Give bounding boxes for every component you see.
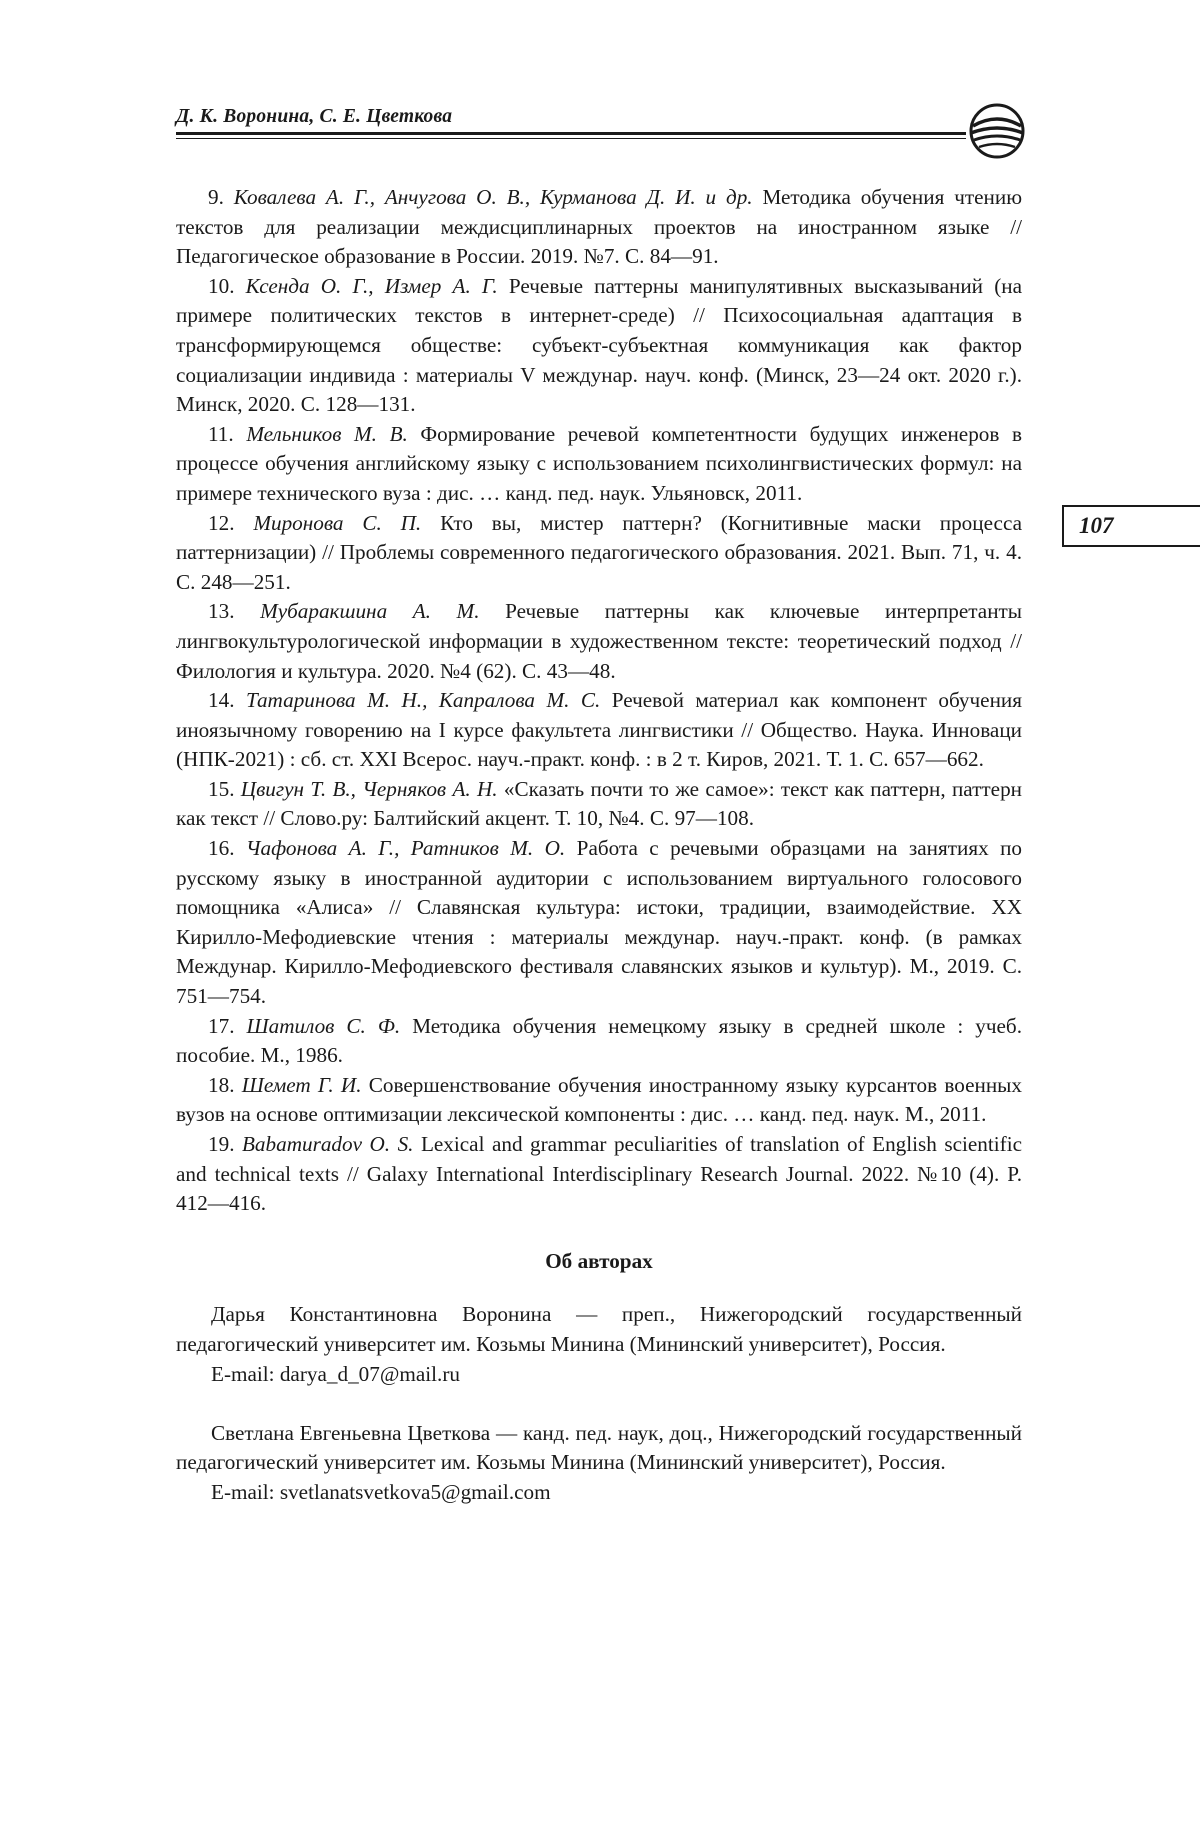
reference-authors: Татаринова М. Н., Капралова М. С. (245, 688, 601, 713)
reference-number: 13. (208, 599, 235, 624)
reference-text: Методика обучения немецкому языку в средней школе : учеб. пособие. М., 1986. (176, 1013, 1023, 1068)
reference-item (176, 183, 1022, 272)
reference-item (176, 509, 1022, 598)
reference-item (176, 597, 1022, 686)
reference-text: Формирование речевой компетентности будущих инженеров в процессе обучения английскому языку с использованием психолингвистических формул: на примере технического вуза : дис. … канд. пед. наук. Ульяновск, 2011. (176, 421, 1023, 505)
reference-text: «Сказать почти то же самое»: текст как паттерн, паттерн как текст // Слово.ру: Балтийский акцент. Т. 10, №4. С. 97—108. (176, 776, 1023, 831)
reference-number: 15. (208, 776, 235, 801)
reference-number: 16. (208, 836, 235, 861)
reference-item (176, 775, 1022, 834)
running-header (176, 100, 1026, 150)
reference-authors: Чафонова А. Г., Ратников М. О. (245, 836, 566, 861)
reference-number: 11. (208, 421, 234, 446)
author-info (176, 1300, 1022, 1389)
reference-number: 18. (208, 1072, 235, 1097)
reference-number: 9. (208, 185, 224, 209)
reference-text: Lexical and grammar peculiarities of translation of English scientific and technical texts // Galaxy International Interdisciplinary Research Journal. 2022. №10 (4). P. 412—416. (176, 1132, 1023, 1216)
reference-text: Кто вы, мистер паттерн? (Когнитивные маски процесса паттернизации) // Проблемы современного педагогического образования. 2021. Вып. 71, ч. 4. С. 248—251. (176, 510, 1023, 594)
author-email[interactable]: E-mail: svetlanatsvetkova5@gmail.com (211, 1479, 551, 1504)
reference-text: Речевой материал как компонент обучения иноязычному говорению на I курсе факультета лингвистики // Общество. Наука. Инноваци (НПК-2021) : сб. ст. XXI Всерос. науч.-практ. конф. : в 2 т. Киров, 2021. Т. 1. С. 657—662. (176, 688, 1023, 772)
author-description: Светлана Евгеньевна Цветкова — канд. пед. наук, доц., Нижегородский государственный педагогический университет им. Козьмы Минина (Мининский университет), Россия. (176, 1420, 1022, 1475)
reference-item (176, 686, 1022, 775)
reference-authors: Ксенда О. Г., Измер А. Г. (245, 273, 498, 298)
reference-authors: Миронова С. П. (253, 510, 422, 535)
header-rule-thin (176, 138, 966, 139)
reference-number: 10. (208, 273, 235, 298)
journal-wave-logo-icon (968, 102, 1026, 160)
reference-number: 17. (208, 1013, 235, 1038)
page-number-box (1062, 505, 1200, 547)
author-info (176, 1419, 1022, 1508)
reference-text: Совершенствование обучения иностранному языку курсантов военных вузов на основе оптимизации лексической компоненты : дис. … канд. пед. наук. М., 2011. (176, 1072, 1023, 1127)
reference-number: 12. (208, 510, 235, 535)
reference-authors: Шатилов С. Ф. (246, 1013, 401, 1038)
reference-list (176, 183, 1022, 1219)
reference-text: Речевые паттерны манипулятивных высказываний (на примере политических текстов в интернет-среде) // Психосоциальная адаптация в трансформирующемся обществе: субъект-субъектная коммуникация как фактор социализации индивида : материалы V междунар. науч. конф. (Минск, 23—24 окт. 2020 г.). Минск, 2020. С. 128—131. (176, 273, 1022, 417)
reference-text: Методика обучения чтению текстов для реализации междисциплинарных проектов на иностранном языке // Педагогическое образование в России. 2019. №7. С. 84—91. (176, 185, 1023, 269)
author-email[interactable]: E-mail: darya_d_07@mail.ru (211, 1361, 460, 1386)
reference-item (176, 834, 1022, 1012)
about-authors-heading: Об авторах (545, 1248, 653, 1273)
reference-text: Работа с речевыми образцами на занятиях по русскому языку в иностранной аудитории с использованием виртуального голосового помощника «Алиса» // Славянская культура: истоки, традиции, взаимодействие. XX Кирилло-Мефодиевские чтения : материалы междунар. науч.-практ. конф. (в рамках Междунар. Кирилло-Мефодиевского фестиваля славянских языков и культур). М., 2019. С. 751—754. (176, 836, 1023, 1009)
reference-item (176, 420, 1022, 509)
reference-authors: Babamuradov O. S. (241, 1132, 414, 1156)
main-content (176, 183, 1022, 1537)
reference-text: Речевые паттерны как ключевые интерпретанты лингвокультурологической информации в художественном тексте: теоретический подход // Филология и культура. 2020. №4 (62). С. 43—48. (176, 599, 1023, 683)
reference-authors: Ковалева А. Г., Анчугова О. В., Курманова Д. И. и др. (233, 185, 753, 209)
reference-authors: Шемет Г. И. (241, 1072, 362, 1097)
reference-item (176, 272, 1022, 420)
author-description: Дарья Константиновна Воронина — преп., Нижегородский государственный педагогический университет им. Козьмы Минина (Мининский университет), Россия. (176, 1302, 1022, 1356)
reference-number: 19. (208, 1132, 235, 1156)
reference-number: 14. (208, 688, 235, 713)
running-header-authors: Д. К. Воронина, С. Е. Цветкова (176, 106, 453, 127)
reference-item (176, 1071, 1022, 1130)
header-rule (176, 132, 966, 135)
reference-authors: Цвигун Т. В., Черняков А. Н. (240, 776, 498, 801)
reference-item (176, 1012, 1022, 1071)
page-number: 107 (1079, 513, 1114, 538)
reference-authors: Мельников М. В. (246, 421, 408, 446)
reference-authors: Мубаракшина А. М. (260, 599, 480, 624)
reference-item (176, 1130, 1022, 1219)
